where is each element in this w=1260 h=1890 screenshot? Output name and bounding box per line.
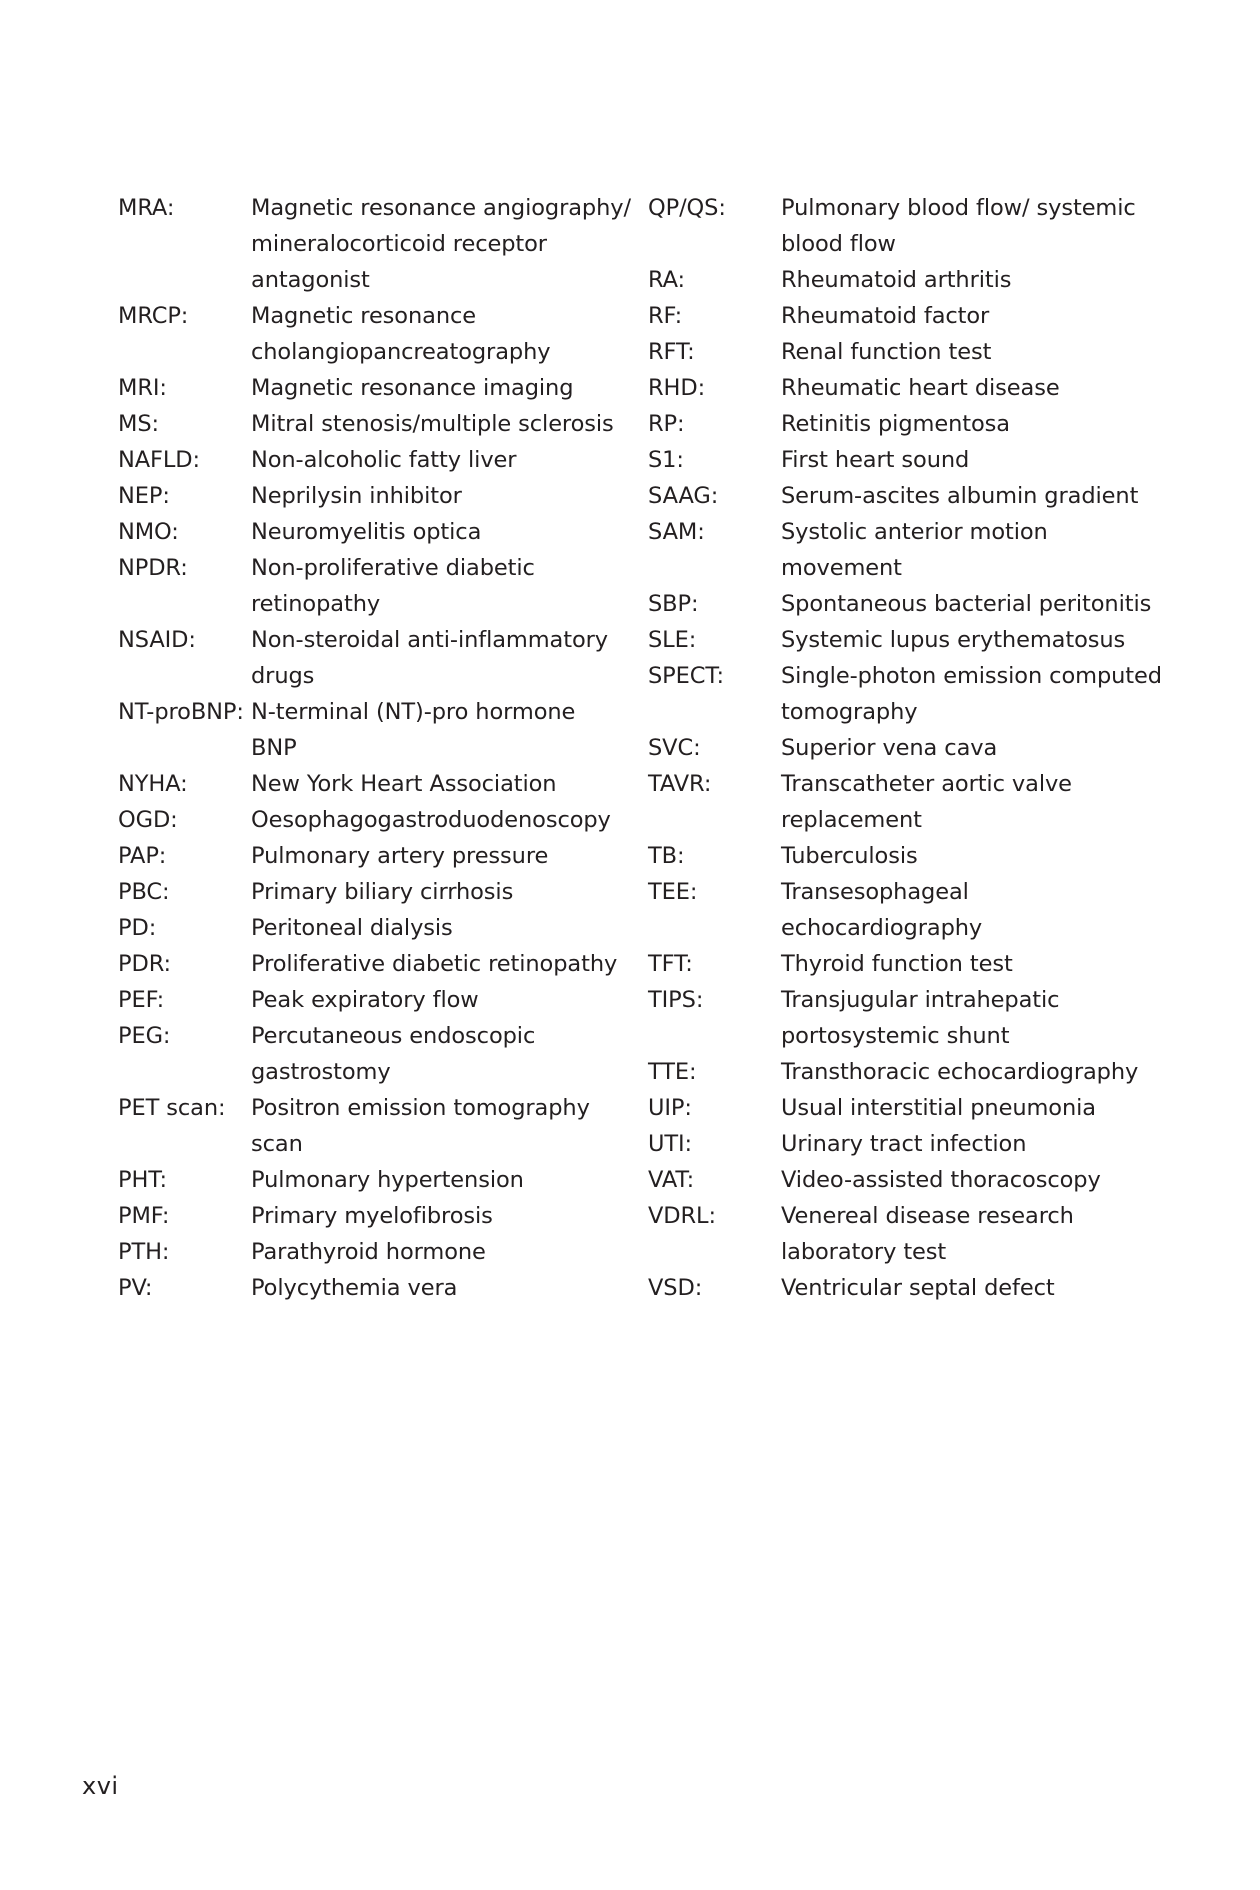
- abbreviation-definition: [781, 1090, 1168, 1126]
- page-number: xvi: [82, 1772, 119, 1800]
- definition-line: Transthoracic echocardiography: [781, 1059, 1139, 1085]
- definition-line: retinopathy: [251, 591, 381, 617]
- abbreviation-entry: [118, 1090, 628, 1162]
- definition-line: Magnetic resonance angiography/: [251, 195, 631, 221]
- abbreviation-term: TIPS:: [648, 987, 704, 1013]
- abbreviation-entry: [118, 190, 631, 298]
- definition-line: Single-photon emission computed: [781, 663, 1162, 689]
- abbreviation-term: TAVR:: [648, 771, 712, 797]
- abbreviation-definition: [781, 298, 1168, 334]
- abbreviation-entry: [648, 1162, 1168, 1198]
- abbreviation-term: TTE:: [648, 1059, 697, 1085]
- definition-line: Pulmonary blood flow/ systemic: [781, 195, 1136, 221]
- definition-line: Superior vena cava: [781, 735, 998, 761]
- abbreviation-term: VSD:: [648, 1275, 703, 1301]
- abbreviation-term: UIP:: [648, 1095, 692, 1121]
- abbreviation-entry: [118, 874, 628, 910]
- definition-line: Oesophagogastroduodenoscopy: [251, 807, 611, 833]
- abbreviation-entry: [648, 478, 1168, 514]
- definition-line: Non-steroidal anti-inflammatory: [251, 627, 608, 653]
- abbreviation-term: SLE:: [648, 627, 697, 653]
- abbreviation-definition: [251, 838, 628, 874]
- definition-line: Peritoneal dialysis: [251, 915, 453, 941]
- abbreviation-definition: [781, 1162, 1168, 1198]
- definition-line: movement: [781, 555, 902, 581]
- definition-line: Tuberculosis: [781, 843, 918, 869]
- abbreviation-entry: [648, 1270, 1168, 1306]
- definition-line: Transcatheter aortic valve: [781, 771, 1072, 797]
- abbreviation-term: VAT:: [648, 1167, 695, 1193]
- abbreviation-definition: [251, 190, 631, 298]
- abbreviation-definition: [251, 622, 628, 694]
- abbreviation-entry: [118, 1018, 628, 1090]
- abbreviation-term: TEE:: [648, 879, 698, 905]
- abbreviation-definition: [781, 622, 1168, 658]
- abbreviations-left-column: [118, 190, 631, 1306]
- definition-line: portosystemic shunt: [781, 1023, 1010, 1049]
- definition-line: echocardiography: [781, 915, 983, 941]
- abbreviation-entry: [118, 298, 628, 370]
- abbreviation-term: SAAG:: [648, 483, 719, 509]
- definition-line: Pulmonary hypertension: [251, 1167, 524, 1193]
- abbreviation-entry: [648, 1054, 1168, 1090]
- abbreviation-definition: [251, 1090, 628, 1162]
- definition-line: gastrostomy: [251, 1059, 391, 1085]
- abbreviation-definition: [781, 586, 1168, 622]
- abbreviation-term: NYHA:: [118, 771, 188, 797]
- definition-line: Retinitis pigmentosa: [781, 411, 1010, 437]
- abbreviation-entry: [648, 766, 1168, 838]
- abbreviation-term: SPECT:: [648, 663, 725, 689]
- definition-line: Polycythemia vera: [251, 1275, 458, 1301]
- abbreviation-term: PEF:: [118, 987, 165, 1013]
- abbreviation-definition: [251, 298, 628, 370]
- abbreviation-term: TB:: [648, 843, 685, 869]
- definition-line: Rheumatoid factor: [781, 303, 990, 329]
- abbreviation-entry: [118, 406, 628, 442]
- abbreviation-definition: [251, 694, 628, 766]
- abbreviation-definition: [781, 478, 1168, 514]
- abbreviation-term: PEG:: [118, 1023, 171, 1049]
- abbreviation-term: S1:: [648, 447, 684, 473]
- abbreviation-definition: [251, 1018, 628, 1090]
- definition-line: cholangiopancreatography: [251, 339, 551, 365]
- definition-line: BNP: [251, 735, 297, 761]
- abbreviation-definition: [781, 658, 1168, 730]
- definition-line: Non-alcoholic fatty liver: [251, 447, 517, 473]
- definition-line: Systolic anterior motion: [781, 519, 1048, 545]
- definition-line: mineralocorticoid receptor: [251, 231, 547, 257]
- abbreviation-entry: [648, 730, 1168, 766]
- abbreviation-term: TFT:: [648, 951, 693, 977]
- abbreviation-definition: [781, 874, 1168, 946]
- definition-line: Rheumatic heart disease: [781, 375, 1060, 401]
- abbreviation-term: NMO:: [118, 519, 179, 545]
- abbreviation-entry: [648, 874, 1168, 946]
- definition-line: Usual interstitial pneumonia: [781, 1095, 1096, 1121]
- definition-line: First heart sound: [781, 447, 970, 473]
- definition-line: Non-proliferative diabetic: [251, 555, 535, 581]
- abbreviation-term: NPDR:: [118, 555, 188, 581]
- abbreviation-definition: [251, 766, 628, 802]
- abbreviation-term: NAFLD:: [118, 447, 201, 473]
- definition-line: Ventricular septal defect: [781, 1275, 1055, 1301]
- abbreviation-term: MRA:: [118, 195, 175, 221]
- abbreviation-term: PMF:: [118, 1203, 170, 1229]
- abbreviation-definition: [781, 514, 1168, 586]
- abbreviation-entry: [648, 1198, 1168, 1270]
- definition-line: Spontaneous bacterial peritonitis: [781, 591, 1152, 617]
- abbreviation-entry: [118, 622, 628, 694]
- abbreviation-definition: [781, 190, 1168, 262]
- abbreviation-term: NSAID:: [118, 627, 196, 653]
- definition-line: Primary myelofibrosis: [251, 1203, 493, 1229]
- abbreviation-entry: [118, 946, 628, 982]
- definition-line: replacement: [781, 807, 922, 833]
- abbreviation-definition: [781, 1126, 1168, 1162]
- abbreviation-term: QP/QS:: [648, 195, 726, 221]
- abbreviation-entry: [648, 514, 1168, 586]
- abbreviation-entry: [118, 838, 628, 874]
- abbreviation-term: RFT:: [648, 339, 695, 365]
- abbreviation-definition: [781, 766, 1168, 838]
- definition-line: scan: [251, 1131, 303, 1157]
- definition-line: tomography: [781, 699, 918, 725]
- abbreviation-entry: [118, 370, 628, 406]
- abbreviation-definition: [251, 802, 628, 838]
- abbreviation-entry: [648, 622, 1168, 658]
- abbreviation-entry: [118, 694, 628, 766]
- abbreviation-entry: [648, 946, 1168, 982]
- abbreviation-definition: [251, 982, 628, 1018]
- abbreviation-entry: [648, 982, 1168, 1054]
- abbreviation-definition: [251, 406, 628, 442]
- definition-line: antagonist: [251, 267, 370, 293]
- abbreviation-entry: [118, 1270, 628, 1306]
- abbreviation-definition: [781, 334, 1168, 370]
- abbreviation-term: PDR:: [118, 951, 172, 977]
- definition-line: Transesophageal: [781, 879, 969, 905]
- abbreviation-term: VDRL:: [648, 1203, 716, 1229]
- abbreviation-definition: [251, 1270, 628, 1306]
- definition-line: Percutaneous endoscopic: [251, 1023, 536, 1049]
- abbreviation-term: SBP:: [648, 591, 699, 617]
- abbreviation-entry: [648, 838, 1168, 874]
- definition-line: Serum-ascites albumin gradient: [781, 483, 1139, 509]
- abbreviation-term: PV:: [118, 1275, 153, 1301]
- abbreviation-entry: [118, 514, 628, 550]
- abbreviation-entry: [648, 1126, 1168, 1162]
- abbreviation-definition: [251, 514, 628, 550]
- abbreviation-entry: [648, 190, 1168, 262]
- abbreviation-term: UTI:: [648, 1131, 693, 1157]
- abbreviation-entry: [118, 910, 628, 946]
- abbreviation-definition: [781, 946, 1168, 982]
- definition-line: drugs: [251, 663, 315, 689]
- abbreviation-entry: [118, 982, 628, 1018]
- abbreviation-term: RA:: [648, 267, 685, 293]
- abbreviation-term: PET scan:: [118, 1095, 226, 1121]
- abbreviation-term: RHD:: [648, 375, 706, 401]
- abbreviation-definition: [781, 982, 1168, 1054]
- abbreviation-definition: [251, 1162, 628, 1198]
- abbreviation-term: RP:: [648, 411, 685, 437]
- definition-line: Neprilysin inhibitor: [251, 483, 462, 509]
- abbreviation-definition: [781, 442, 1168, 478]
- abbreviation-entry: [118, 1162, 628, 1198]
- abbreviation-definition: [781, 730, 1168, 766]
- abbreviation-entry: [648, 406, 1168, 442]
- abbreviation-term: NEP:: [118, 483, 170, 509]
- abbreviation-term: SAM:: [648, 519, 705, 545]
- abbreviation-entry: [648, 370, 1168, 406]
- definition-line: Magnetic resonance: [251, 303, 476, 329]
- definition-line: Renal function test: [781, 339, 992, 365]
- definition-line: Proliferative diabetic retinopathy: [251, 951, 618, 977]
- abbreviation-entry: [118, 766, 628, 802]
- abbreviation-definition: [251, 478, 628, 514]
- abbreviation-entry: [118, 550, 628, 622]
- abbreviation-entry: [648, 442, 1168, 478]
- definition-line: Rheumatoid arthritis: [781, 267, 1012, 293]
- definition-line: blood flow: [781, 231, 896, 257]
- abbreviation-definition: [781, 1054, 1168, 1090]
- abbreviation-definition: [251, 442, 628, 478]
- abbreviation-entry: [118, 1198, 628, 1234]
- definition-line: Transjugular intrahepatic: [781, 987, 1060, 1013]
- definition-line: Primary biliary cirrhosis: [251, 879, 514, 905]
- definition-line: N-terminal (NT)-pro hormone: [251, 699, 576, 725]
- abbreviation-entry: [118, 1234, 628, 1270]
- abbreviation-entry: [648, 1090, 1168, 1126]
- abbreviation-entry: [118, 802, 628, 838]
- abbreviation-definition: [251, 910, 628, 946]
- abbreviation-term: MRI:: [118, 375, 167, 401]
- abbreviation-entry: [118, 442, 628, 478]
- abbreviation-term: MRCP:: [118, 303, 189, 329]
- abbreviation-entry: [118, 478, 628, 514]
- abbreviation-definition: [251, 550, 628, 622]
- abbreviation-term: PTH:: [118, 1239, 170, 1265]
- abbreviation-entry: [648, 334, 1168, 370]
- definition-line: Magnetic resonance imaging: [251, 375, 574, 401]
- abbreviation-definition: [781, 1270, 1168, 1306]
- definition-line: Video-assisted thoracoscopy: [781, 1167, 1101, 1193]
- abbreviation-entry: [648, 658, 1168, 730]
- abbreviation-definition: [251, 946, 628, 982]
- abbreviation-entry: [648, 262, 1168, 298]
- abbreviation-definition: [251, 874, 628, 910]
- abbreviation-definition: [781, 370, 1168, 406]
- abbreviation-definition: [781, 406, 1168, 442]
- definition-line: New York Heart Association: [251, 771, 557, 797]
- definition-line: Neuromyelitis optica: [251, 519, 482, 545]
- abbreviation-term: PBC:: [118, 879, 170, 905]
- definition-line: Mitral stenosis/multiple sclerosis: [251, 411, 614, 437]
- abbreviation-entry: [648, 298, 1168, 334]
- definition-line: Urinary tract infection: [781, 1131, 1027, 1157]
- abbreviation-term: PD:: [118, 915, 157, 941]
- abbreviation-term: OGD:: [118, 807, 178, 833]
- abbreviation-entry: [648, 586, 1168, 622]
- definition-line: Positron emission tomography: [251, 1095, 590, 1121]
- abbreviation-definition: [781, 838, 1168, 874]
- abbreviations-right-column: [648, 190, 1168, 1306]
- definition-line: Pulmonary artery pressure: [251, 843, 549, 869]
- definition-line: Thyroid function test: [781, 951, 1013, 977]
- abbreviation-term: RF:: [648, 303, 683, 329]
- definition-line: laboratory test: [781, 1239, 947, 1265]
- definition-line: Systemic lupus erythematosus: [781, 627, 1126, 653]
- abbreviation-definition: [781, 1198, 1168, 1270]
- definition-line: Parathyroid hormone: [251, 1239, 486, 1265]
- abbreviation-definition: [251, 1234, 628, 1270]
- abbreviation-term: SVC:: [648, 735, 701, 761]
- definition-line: Venereal disease research: [781, 1203, 1074, 1229]
- abbreviation-definition: [781, 262, 1168, 298]
- abbreviation-term: PAP:: [118, 843, 167, 869]
- abbreviation-term: MS:: [118, 411, 159, 437]
- abbreviation-definition: [251, 1198, 628, 1234]
- abbreviation-term: NT-proBNP:: [118, 699, 244, 725]
- definition-line: Peak expiratory flow: [251, 987, 479, 1013]
- abbreviation-term: PHT:: [118, 1167, 167, 1193]
- abbreviation-definition: [251, 370, 628, 406]
